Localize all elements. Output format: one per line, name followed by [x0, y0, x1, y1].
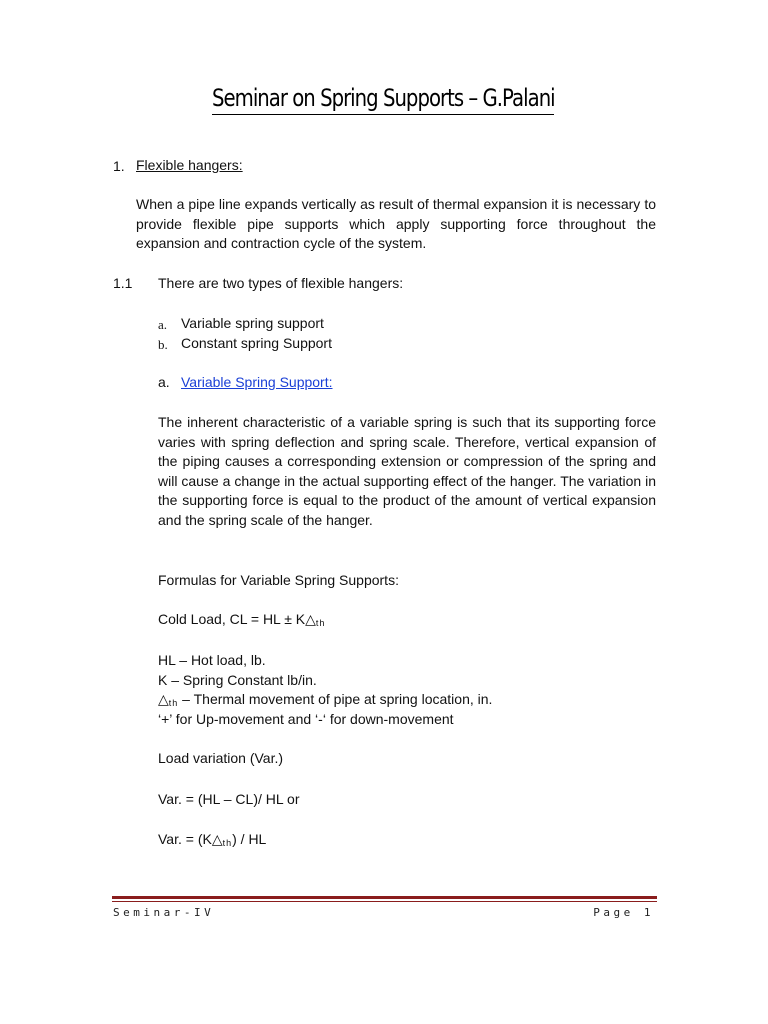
footer-rule-thick: [112, 896, 657, 899]
footer-rule-thin: [112, 901, 657, 902]
variable-spring-support-link[interactable]: Variable Spring Support:: [181, 374, 333, 390]
subsection-a-marker: a.: [158, 374, 170, 390]
section-1-1-text: There are two types of flexible hangers:: [158, 275, 404, 291]
definition-spring-constant: K – Spring Constant lb/in.: [158, 672, 317, 688]
variation-formula-2: Var. = $(K\triangle_{th})$ / HL: [158, 831, 267, 848]
title-underline: [212, 114, 554, 115]
footer-left-text: Seminar-IV: [113, 906, 215, 919]
cold-load-formula: Cold Load, CL = HL ± $K\triangle_{th}$: [158, 611, 326, 628]
page-title: Seminar on Spring Supports – G.Palani: [212, 84, 555, 112]
footer-page-number: Page 1: [593, 906, 654, 919]
list-item-marker: a.: [158, 317, 168, 332]
definition-signs: ‘+’ for Up-movement and ‘-‘ for down-movement: [158, 711, 454, 727]
list-item: Constant spring Support: [181, 335, 332, 351]
variation-formula-1: Var. = (HL – CL)/ HL or: [158, 791, 300, 807]
section-1-number: 1.: [113, 158, 125, 174]
variable-spring-paragraph: The inherent characteristic of a variable spring is such that its supporting force varies with spring deflection and spring scale. Therefore, vertical expansion of the piping causes a corresponding extension or compression of the spring and will cause a change in the actual supporting effect of the hanger. The variation in the supporting force is equal to the product of the amount of vertical expansion and the spring scale of the hanger.: [158, 414, 656, 528]
list-item: Variable spring support: [181, 315, 324, 331]
formulas-heading: Formulas for Variable Spring Supports:: [158, 572, 399, 588]
list-item-marker: b.: [158, 337, 168, 352]
load-variation-heading: Load variation (Var.): [158, 750, 284, 766]
definition-thermal-movement: $\triangle_{th}$ – Thermal movement of pipe at spring location, in.: [158, 691, 493, 708]
section-1-1-number: 1.1: [113, 275, 133, 291]
definition-hot-load: HL – Hot load, lb.: [158, 652, 266, 668]
section-1-heading: Flexible hangers:: [136, 157, 243, 173]
section-1-paragraph: When a pipe line expands vertically as result of thermal expansion it is necessary to provide flexible pipe supports which apply supporting force throughout the expansion and contraction cycle of the system.: [136, 196, 656, 251]
